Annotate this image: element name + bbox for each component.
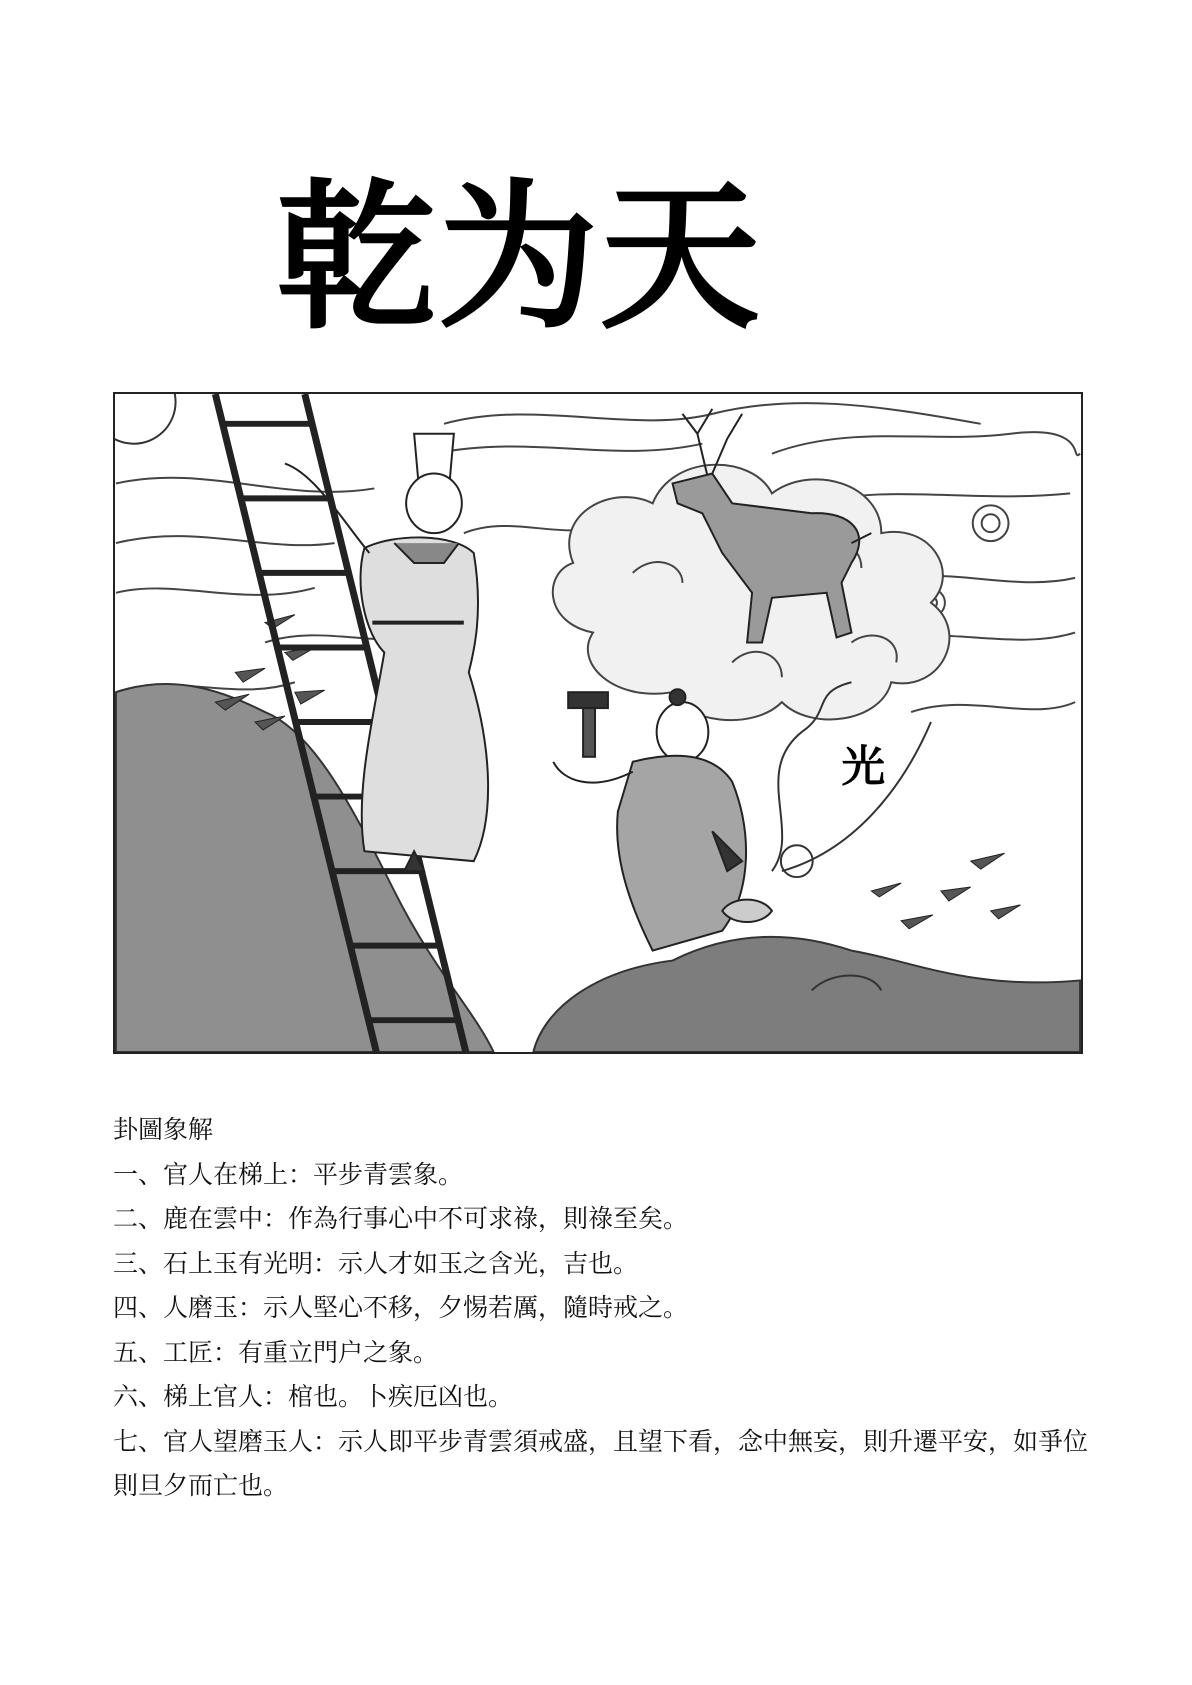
light-label: 光	[841, 741, 886, 793]
page-title: 乾为天	[276, 164, 763, 351]
list-item: 一、官人在梯上：平步青雲象。	[113, 1159, 464, 1189]
list-item: 六、梯上官人：棺也。卜疾厄凶也。	[113, 1382, 514, 1411]
moon-icon	[115, 394, 176, 444]
hexagram-illustration	[113, 392, 1083, 1054]
craftsman-figure	[553, 689, 746, 950]
list-item: 二、鹿在雲中：作為行事心中不可求祿，則祿至矣。	[113, 1204, 689, 1233]
list-item: 五、工匠：有重立門户之象。	[113, 1337, 439, 1367]
jade-stone	[722, 900, 772, 922]
bamboo-right	[871, 853, 1020, 929]
list-item: 三、石上玉有光明：示人才如玉之含光，吉也。	[113, 1248, 639, 1278]
explanation-section	[113, 1108, 1093, 1508]
list-item: 七、官人望磨玉人：示人即平步青雲須戒盛，且望下看，念中無妄，則升遷平安，如爭位則旦夕而亡也。	[113, 1426, 1089, 1500]
section-heading: 卦圖象解	[113, 1115, 214, 1144]
list-item: 四、人磨玉：示人堅心不移，夕惕若厲，隨時戒之。	[113, 1293, 689, 1322]
rocks-right	[533, 937, 1080, 1052]
illustration-drawing	[115, 394, 1081, 1052]
